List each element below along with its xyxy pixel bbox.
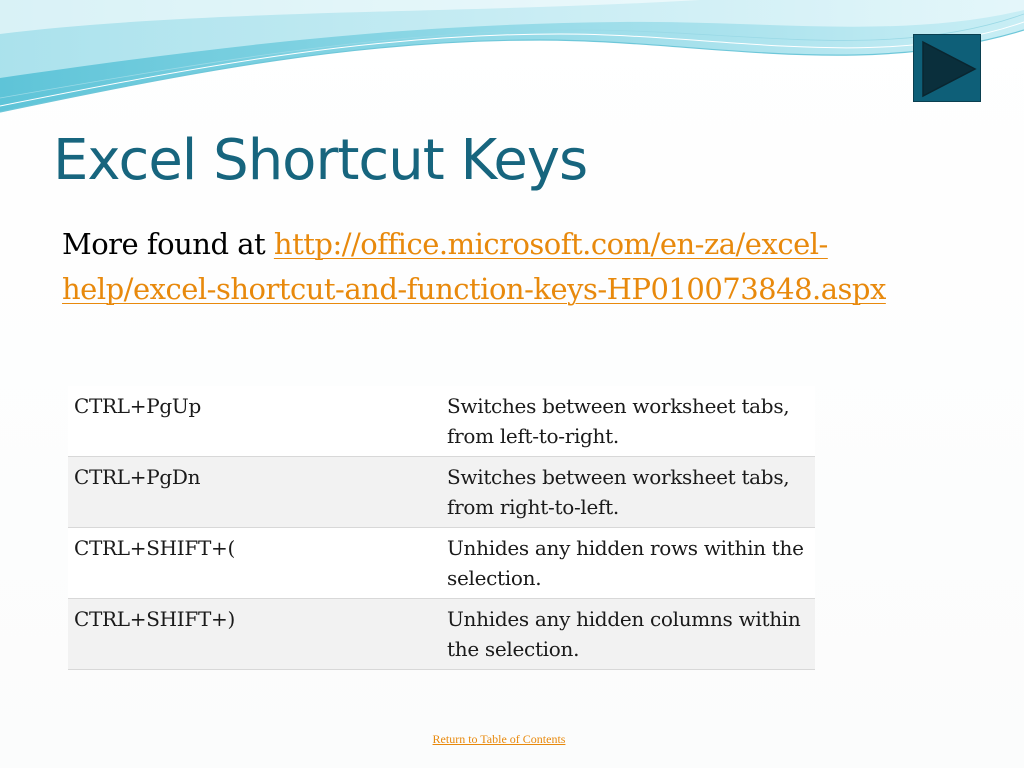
shortcut-key-cell: CTRL+PgUp bbox=[68, 386, 441, 457]
shortcut-table bbox=[68, 386, 815, 670]
shortcut-key-cell: CTRL+PgDn bbox=[68, 457, 441, 528]
table-row bbox=[68, 599, 815, 670]
shortcut-key-cell: CTRL+SHIFT+) bbox=[68, 599, 441, 670]
table-row bbox=[68, 528, 815, 599]
intro-text: More found at bbox=[62, 227, 274, 261]
table-row bbox=[68, 457, 815, 528]
next-slide-button[interactable] bbox=[913, 34, 981, 102]
header-wave-decoration bbox=[0, 0, 1024, 130]
slide-title: Excel Shortcut Keys bbox=[53, 128, 588, 193]
shortcut-description-cell: Unhides any hidden columns within the selection. bbox=[441, 599, 815, 670]
microsoft-help-link[interactable]: http://office.microsoft.com/en-za/excel-help/excel-shortcut-and-function-keys-HP010073848.aspx bbox=[62, 227, 886, 306]
shortcut-key-cell: CTRL+SHIFT+( bbox=[68, 528, 441, 599]
return-to-toc-link[interactable]: Return to Table of Contents bbox=[432, 732, 566, 746]
play-triangle-icon bbox=[914, 35, 982, 103]
shortcut-description-cell: Switches between worksheet tabs, from right-to-left. bbox=[441, 457, 815, 528]
intro-paragraph bbox=[62, 222, 962, 312]
shortcut-description-cell: Unhides any hidden rows within the selection. bbox=[441, 528, 815, 599]
table-row bbox=[68, 386, 815, 457]
shortcut-description-cell: Switches between worksheet tabs, from left-to-right. bbox=[441, 386, 815, 457]
